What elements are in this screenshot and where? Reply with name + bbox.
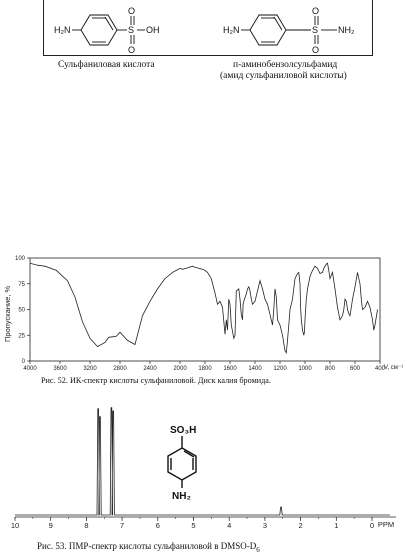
right-amino-label: H₂N [223,25,240,35]
nmr-caption: Рис. 53. ПМР-спектр кислоты сульфаниловой в DMSO-$D_6$ [37,541,260,554]
ir-y-tick-label: 0 [21,359,25,365]
nmr-nh2-label: NH₂ [172,491,191,502]
left-oxygen-bottom-label: O [128,45,136,55]
ir-x-tick-label: 3200 [83,366,97,372]
nmr-x-tick-label: 8 [84,521,89,530]
ir-plot-frame [30,258,380,361]
nmr-x-tick-label: 9 [48,521,53,530]
ir-x-tick-label: 2800 [113,366,127,372]
right-sulfur-label: S [312,25,319,35]
ir-x-tick-label: 2000 [173,366,187,372]
nmr-x-unit-label: PPM [377,520,395,529]
ir-y-tick-label: 75 [18,281,25,288]
nmr-spectrum-chart [0,394,417,544]
ir-x-tick-label: 1600 [223,366,237,372]
ir-x-tick-label: 2400 [143,366,157,372]
nmr-spectrum-line [15,408,390,515]
sulfanilic-acid-caption: Сульфаниловая кислота [58,60,155,70]
ir-y-tick-label: 100 [14,256,25,262]
right-nh2-label: NH₂ [338,25,355,35]
nmr-x-tick-label: 10 [10,521,20,530]
ir-x-tick-label: 600 [349,366,361,372]
left-oxygen-top-label: O [128,6,136,16]
ir-y-axis-label: Пропускание, % [3,285,12,342]
ir-x-tick-label: 400 [374,366,386,372]
nmr-x-ticks [11,517,394,530]
ir-x-tick-label: 800 [324,366,336,372]
ir-y-tick-label: 25 [18,333,25,340]
ir-x-tick-label: 1800 [198,366,212,372]
nmr-x-tick-label: 6 [155,521,160,530]
sulfanilamide-caption-line1: п-аминобензолсульфамид [233,60,338,70]
ir-y-ticks [15,256,30,365]
right-oxygen-top-label: O [312,6,320,16]
sulfanilic-acid-structure [54,6,160,55]
nmr-x-tick-label: 3 [262,521,267,530]
left-oh-label: OH [146,25,160,35]
ir-spectrum-chart [0,250,417,374]
nmr-x-tick-label: 4 [227,521,232,530]
structures-svg [43,0,373,56]
ir-caption: Рис. 52. ИК-спектр кислоты сульфаниловой. Диск калия бромида. [41,376,271,385]
ir-y-tick-label: 50 [18,307,25,314]
nmr-inset-structure [168,425,196,502]
ir-x-tick-label: 1000 [298,366,312,372]
nmr-x-tick-label: 2 [298,521,303,530]
ir-x-ticks [23,361,385,372]
left-sulfur-label: S [128,25,135,35]
ir-x-tick-label: 1200 [273,366,287,372]
nmr-x-tick-label: 7 [120,521,125,530]
sulfanilamide-structure [223,6,355,55]
ir-x-tick-label: 1400 [248,366,262,372]
ir-spectrum-line [30,263,378,353]
sulfanilamide-caption-line2: (амид сульфаниловой кислоты) [220,71,347,81]
nmr-x-tick-label: 1 [334,521,339,530]
right-oxygen-bottom-label: O [312,45,320,55]
nmr-x-tick-label: 5 [191,521,196,530]
left-amino-label: H₂N [54,25,71,35]
nmr-x-tick-label: 0 [369,521,375,530]
ir-x-tick-label: 4000 [23,366,37,372]
nmr-so3h-label: SO₃H [170,425,197,436]
ir-x-unit: V, см⁻¹ [384,365,404,371]
ir-x-tick-label: 3600 [53,366,67,372]
